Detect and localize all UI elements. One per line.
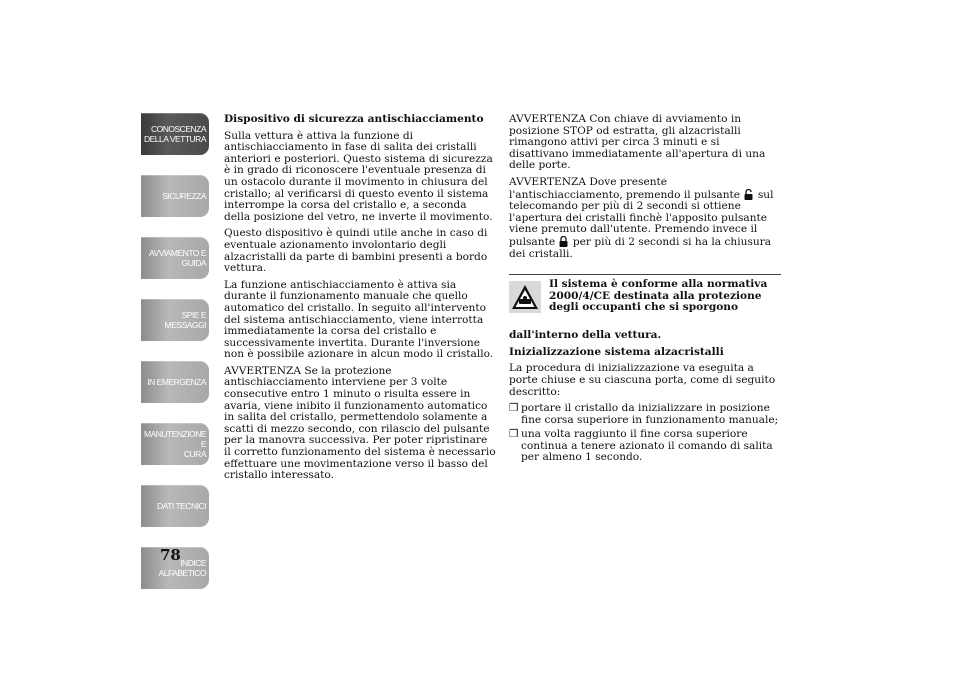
text-fragment: per più di 2 secondi si ha la chiusura dei cristalli.	[509, 235, 772, 260]
list-item	[509, 429, 781, 464]
list-item-text: portare il cristallo da inizializzare in posizione fine corsa superiore in funzionamento manuale;	[521, 402, 779, 426]
paragraph: Questo dispositivo è quindi utile anche in caso di eventuale azionamento involontario degli alzacristalli da parte di bambini presenti a bordo vettura.	[224, 227, 488, 275]
lock-icon	[559, 236, 568, 247]
page-number: 78	[160, 546, 181, 564]
list-item	[509, 403, 781, 426]
section-heading: Inizializzazione sistema alzacristalli	[509, 345, 724, 358]
checkbox-bullet-icon: ❒	[509, 402, 519, 415]
text-fragment: sul telecomando per più di 2 secondi si ottiene l'apertura dei cristalli finchè l'apposito pulsante viene premuto dall'utente. Premendo invece il pulsante	[509, 188, 774, 248]
paragraph: La funzione antischiacciamento è attiva sia durante il funzionamento manuale che quello automatico del cristallo. In seguito all'intervento del sistema antischiacciamento, viene interrotta immediatamente la corsa del cristallo e successivamente invertita. Durante l'inversione non è possibile azionare in alcun modo il cristallo.	[224, 278, 494, 361]
paragraph-lock-buttons	[509, 177, 781, 260]
tab-conoscenza-della-vettura[interactable]	[141, 113, 209, 155]
paragraph: La procedura di inizializzazione va eseguita a porte chiuse e su ciascuna porta, come di seguito descritto:	[509, 362, 776, 398]
unlock-icon	[744, 189, 753, 200]
right-column	[509, 114, 781, 467]
section-heading: Dispositivo di sicurezza antischiacciamento	[224, 113, 484, 125]
tab-in-emergenza[interactable]	[141, 361, 209, 403]
tab-label: SPIE E MESSAGGI	[164, 310, 206, 330]
tab-label: IN EMERGENZA	[147, 377, 206, 387]
tab-spie-e-messaggi[interactable]	[141, 299, 209, 341]
tab-label: DATI TECNICI	[157, 501, 206, 511]
checkbox-bullet-icon: ❒	[509, 428, 519, 441]
tab-sicurezza[interactable]	[141, 175, 209, 217]
tab-dati-tecnici[interactable]	[141, 485, 209, 527]
tab-manutenzione-e-cura[interactable]	[141, 423, 209, 465]
text-fragment: AVVERTENZA Dove presente l'antischiacciamento, premendo il pulsante	[509, 175, 741, 201]
warning-triangle-icon	[509, 281, 541, 313]
paragraph: AVVERTENZA Con chiave di avviamento in posizione STOP od estratta, gli alzacristalli rimangono attivi per circa 3 minuti e si disattivano immediatamente all'apertura di una delle porte.	[509, 113, 766, 172]
warning-text-tail: dall'interno della vettura.	[509, 329, 662, 342]
paragraph: Sulla vettura è attiva la funzione di antischiacciamento in fase di salita dei cristalli anteriori e posteriori. Questo sistema di sicurezza è in grado di riconoscere l'eventuale presenza di un ostacolo durante il movimento in chiusura del cristallo; al verificarsi di questo evento il sistema interrompe la corsa del cristallo e, a seconda della posizione del vetro, ne inverte il movimento.	[224, 129, 493, 223]
warning-text: Il sistema è conforme alla normativa 2000/4/CE destinata alla protezione degli occupanti che si sporgono	[549, 278, 768, 314]
warning-box	[509, 274, 781, 324]
tab-label: SICUREZZA	[162, 191, 206, 201]
paragraph: AVVERTENZA Se la protezione antischiacciamento interviene per 3 volte consecutive entro 1 minuto o risulta essere in avaria, viene inibito il funzionamento automatico in salita del cristallo, permettendolo solamente a scatti di mezzo secondo, con rilascio del pulsante per la manovra successiva. Per poter ripristinare il corretto funzionamento del sistema è necessario effettuare une movimentazione verso il basso del cristallo interessato.	[224, 364, 496, 482]
tab-label: MANUTENZIONE E CURA	[144, 429, 206, 459]
tab-avviamento-e-guida[interactable]	[141, 237, 209, 279]
list-item-text: una volta raggiunto il fine corsa superiore continua a tenere azionato il comando di salita per almeno 1 secondo.	[521, 428, 773, 464]
tab-label: CONOSCENZA DELLA VETTURA	[144, 124, 206, 144]
tab-label: AVVIAMENTO E GUIDA	[149, 248, 206, 268]
left-column	[224, 114, 496, 487]
tab-label: INDICE ALFABETICO	[158, 558, 206, 578]
